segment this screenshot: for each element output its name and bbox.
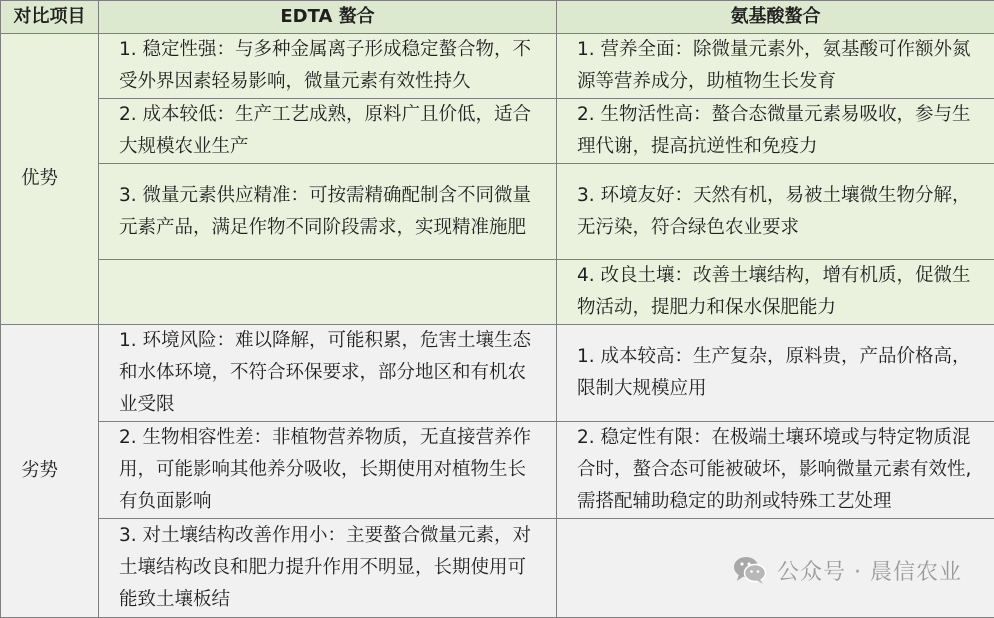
edta-advantage-cell-empty: [99, 260, 557, 325]
amino-advantage-cell: 1. 营养全面：除微量元素外，氨基酸可作额外氮源等营养成分，助植物生长发育: [557, 34, 994, 99]
edta-advantage-cell: 3. 微量元素供应精准：可按需精确配制含不同微量元素产品，满足作物不同阶段需求，实现精准施肥: [99, 164, 557, 260]
header-comparison-item: 对比项目: [1, 1, 99, 34]
edta-advantage-cell: 2. 成本较低：生产工艺成熟，原料广且价低，适合大规模农业生产: [99, 99, 557, 164]
header-amino-acid: 氨基酸螯合: [557, 1, 994, 34]
header-row: [1, 1, 994, 34]
watermark-text: 公众号 · 晨信农业: [777, 555, 962, 586]
amino-advantage-cell: 4. 改良土壤：改善土壤结构，增有机质，促微生物活动，提肥力和保水保肥能力: [557, 260, 994, 325]
edta-disadvantage-cell: 3. 对土壤结构改善作用小：主要螯合微量元素，对土壤结构改良和肥力提升作用不明显，长期使用可能致土壤板结: [99, 519, 557, 618]
table-row: [1, 164, 994, 260]
edta-disadvantage-cell: 1. 环境风险：难以降解，可能积累，危害土壤生态和水体环境，不符合环保要求，部分地区和有机农业受限: [99, 325, 557, 422]
table-row: [1, 99, 994, 164]
edta-disadvantage-cell: 2. 生物相容性差：非植物营养物质，无直接营养作用，可能影响其他养分吸收，长期使用对植物生长有负面影响: [99, 422, 557, 519]
table-row: [1, 422, 994, 519]
category-advantages: 优势: [1, 34, 99, 325]
table-row: [1, 34, 994, 99]
wechat-icon: [733, 555, 767, 585]
amino-disadvantage-cell: 2. 稳定性有限：在极端土壤环境或与特定物质混合时，螯合态可能被破坏，影响微量元素有效性,需搭配辅助稳定的助剂或特殊工艺处理: [557, 422, 994, 519]
amino-advantage-cell: 3. 环境友好：天然有机，易被土壤微生物分解，无污染，符合绿色农业要求: [557, 164, 994, 260]
header-edta: EDTA 螯合: [99, 1, 557, 34]
amino-advantage-cell: 2. 生物活性高：螯合态微量元素易吸收，参与生理代谢，提高抗逆性和免疫力: [557, 99, 994, 164]
edta-advantage-cell: 1. 稳定性强：与多种金属离子形成稳定螯合物，不受外界因素轻易影响，微量元素有效性持久: [99, 34, 557, 99]
watermark: [733, 553, 962, 587]
category-disadvantages: 劣势: [1, 325, 99, 618]
table-row: [1, 260, 994, 325]
amino-disadvantage-cell: 1. 成本较高：生产复杂，原料贵，产品价格高，限制大规模应用: [557, 325, 994, 422]
table-row: [1, 325, 994, 422]
